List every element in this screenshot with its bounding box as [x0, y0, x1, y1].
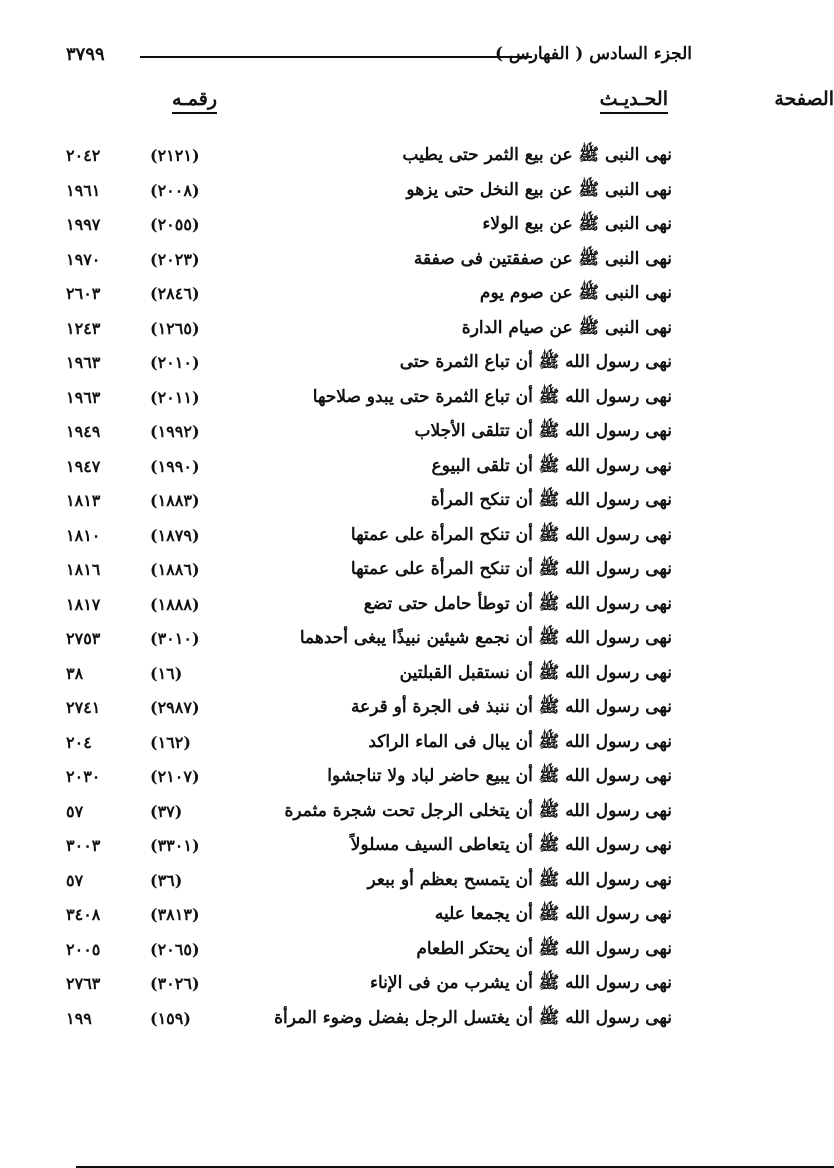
index-entry — [0, 209, 758, 244]
index-entry — [0, 554, 758, 589]
index-entry — [0, 589, 758, 624]
hadith-number: (٣٧) — [150, 801, 183, 821]
hadith-number: (٢٠٠٨) — [150, 180, 200, 200]
entries-list — [0, 140, 758, 1037]
index-entry — [0, 761, 758, 796]
hadith-text: نهى رسول الله ﷺ أن تنكح المرأة على عمتها — [350, 559, 672, 579]
index-entry — [0, 278, 758, 313]
index-entry — [0, 830, 758, 865]
hadith-number: (١٨٨٣) — [150, 491, 200, 510]
index-entry — [0, 658, 758, 693]
hadith-text: نهى النبى ﷺ عن صوم يوم — [479, 283, 672, 303]
hadith-text: نهى رسول الله ﷺ أن يتخلى الرجل تحت شجرة مثمرة — [284, 800, 672, 821]
hadith-text: نهى رسول الله ﷺ أن نجمع شيئين نبيذًا يبغى أحدهما — [299, 628, 672, 648]
index-entry — [0, 140, 758, 175]
hadith-number: (١٥٩) — [150, 1008, 191, 1028]
page-reference: ١٩٦٣ — [66, 387, 101, 407]
page-reference: ١٩٩٧ — [66, 215, 101, 234]
hadith-text: نهى رسول الله ﷺ أن تنكح المرأة على عمتها — [350, 524, 672, 545]
page-reference: ٣٠٠٣ — [66, 836, 101, 855]
column-header-page: الصفحة — [76, 88, 834, 1168]
page-reference: ٢٠٤٢ — [66, 146, 101, 165]
hadith-number: (١٨٧٩) — [150, 525, 200, 545]
index-entry — [0, 382, 758, 417]
index-entry — [0, 520, 758, 555]
page-reference: ١٨١٠ — [66, 525, 101, 545]
index-entry — [0, 451, 758, 486]
index-entry — [0, 934, 758, 969]
column-header-number: رقمـه — [172, 88, 217, 114]
index-entry — [0, 727, 758, 762]
hadith-text: نهى رسول الله ﷺ أن يبال فى الماء الراكد — [368, 731, 672, 752]
page-reference: ١٩٦٣ — [66, 353, 101, 372]
hadith-number: (٢١٢١) — [150, 146, 200, 165]
index-entry — [0, 244, 758, 279]
page-reference: ٢٦٠٣ — [66, 284, 101, 303]
hadith-number: (١٦٢) — [150, 732, 191, 752]
index-entry — [0, 416, 758, 451]
hadith-number: (١٩٩٠) — [150, 456, 200, 476]
page-reference: ١٨١٣ — [66, 491, 101, 510]
hadith-number: (٢٠١١) — [150, 387, 200, 407]
page-reference: ١٩٤٩ — [66, 422, 101, 441]
hadith-text: نهى رسول الله ﷺ أن تباع الثمرة حتى — [399, 352, 672, 372]
column-header-hadith: الحـديـث — [600, 88, 668, 114]
page-reference: ٢٧٥٣ — [66, 629, 101, 648]
hadith-number: (٢٠٥٥) — [150, 215, 200, 234]
hadith-number: (٣٦) — [150, 870, 183, 890]
hadith-number: (٢٩٨٧) — [150, 698, 200, 717]
hadith-text: نهى رسول الله ﷺ أن يتمسح بعظم أو ببعر — [367, 869, 672, 890]
hadith-text: نهى النبى ﷺ عن صفقتين فى صفقة — [413, 248, 672, 269]
page-reference: ٣٨ — [66, 663, 84, 683]
hadith-text: نهى رسول الله ﷺ أن نستقبل القبلتين — [399, 662, 672, 683]
hadith-text: نهى رسول الله ﷺ أن يحتكر الطعام — [416, 938, 672, 959]
index-entry — [0, 175, 758, 210]
page-reference: ٢٧٦٣ — [66, 974, 101, 993]
index-entry — [0, 623, 758, 658]
running-title: الجزء السادس ( الفهارس ) — [494, 44, 692, 64]
hadith-text: نهى رسول الله ﷺ أن يشرب من فى الإناء — [369, 973, 672, 993]
hadith-number: (٢٨٤٦) — [150, 284, 200, 303]
index-entry — [0, 1003, 758, 1038]
index-entry — [0, 796, 758, 831]
page-reference: ١٩٦١ — [66, 180, 101, 200]
hadith-text: نهى رسول الله ﷺ أن ننبذ فى الجرة أو قرعة — [350, 697, 672, 717]
index-entry — [0, 347, 758, 382]
hadith-text: نهى رسول الله ﷺ أن تنكح المرأة — [430, 490, 672, 510]
hadith-number: (٣٠٢٦) — [150, 974, 200, 993]
page-reference: ٥٧ — [66, 870, 84, 890]
hadith-text: نهى رسول الله ﷺ أن يبيع حاضر لباد ولا تناجشوا — [327, 766, 672, 786]
page-reference: ١٩٩ — [66, 1008, 92, 1028]
hadith-text: نهى النبى ﷺ عن بيع الثمر حتى يطيب — [402, 145, 672, 165]
hadith-text: نهى النبى ﷺ عن صيام الدارة — [461, 317, 672, 338]
page-reference: ٢٠٣٠ — [66, 767, 101, 786]
hadith-number: (٣٨١٣) — [150, 905, 200, 924]
hadith-number: (٢٠٦٥) — [150, 939, 200, 959]
hadith-number: (٣٠١٠) — [150, 629, 200, 648]
hadith-number: (١٦) — [150, 663, 183, 683]
hadith-number: (١٨٨٦) — [150, 560, 200, 579]
header-rule — [140, 56, 532, 58]
hadith-text: نهى رسول الله ﷺ أن توطأ حامل حتى تضع — [363, 593, 672, 614]
hadith-number: (٢٠٢٣) — [150, 249, 200, 269]
index-entry — [0, 313, 758, 348]
page-reference: ٢٠٤ — [66, 732, 92, 752]
hadith-number: (٣٣٠١) — [150, 836, 200, 855]
hadith-number: (١٨٨٨) — [150, 594, 200, 614]
page-reference: ١٢٤٣ — [66, 318, 101, 338]
index-entry — [0, 485, 758, 520]
hadith-text: نهى رسول الله ﷺ أن يتعاطى السيف مسلولاً — [350, 835, 672, 855]
page-reference: ٢٧٤١ — [66, 698, 101, 717]
hadith-text: نهى النبى ﷺ عن بيع النخل حتى يزهو — [406, 179, 672, 200]
hadith-number: (١٩٩٢) — [150, 422, 200, 441]
index-entry — [0, 692, 758, 727]
hadith-number: (٢١٠٧) — [150, 767, 200, 786]
index-entry — [0, 899, 758, 934]
hadith-text: نهى النبى ﷺ عن بيع الولاء — [482, 214, 672, 234]
hadith-text: نهى رسول الله ﷺ أن يغتسل الرجل بفضل وضوء المرأة — [274, 1007, 672, 1028]
page-reference: ١٨١٦ — [66, 560, 101, 579]
hadith-number: (١٢٦٥) — [150, 318, 200, 338]
index-entry — [0, 968, 758, 1003]
hadith-text: نهى رسول الله ﷺ أن تباع الثمرة حتى يبدو صلاحها — [312, 386, 672, 407]
hadith-text: نهى رسول الله ﷺ أن يجمعا عليه — [434, 904, 672, 924]
index-entry — [0, 865, 758, 900]
page-reference: ١٩٧٠ — [66, 249, 101, 269]
page-reference: ٣٤٠٨ — [66, 905, 101, 924]
page-reference: ١٨١٧ — [66, 594, 101, 614]
hadith-text: نهى رسول الله ﷺ أن تلقى البيوع — [431, 455, 672, 476]
hadith-number: (٢٠١٠) — [150, 353, 200, 372]
hadith-text: نهى رسول الله ﷺ أن تتلقى الأجلاب — [414, 421, 672, 441]
page-number: ٣٧٩٩ — [66, 44, 105, 65]
page-reference: ٢٠٠٥ — [66, 939, 101, 959]
page-reference: ١٩٤٧ — [66, 456, 101, 476]
page-reference: ٥٧ — [66, 801, 84, 821]
